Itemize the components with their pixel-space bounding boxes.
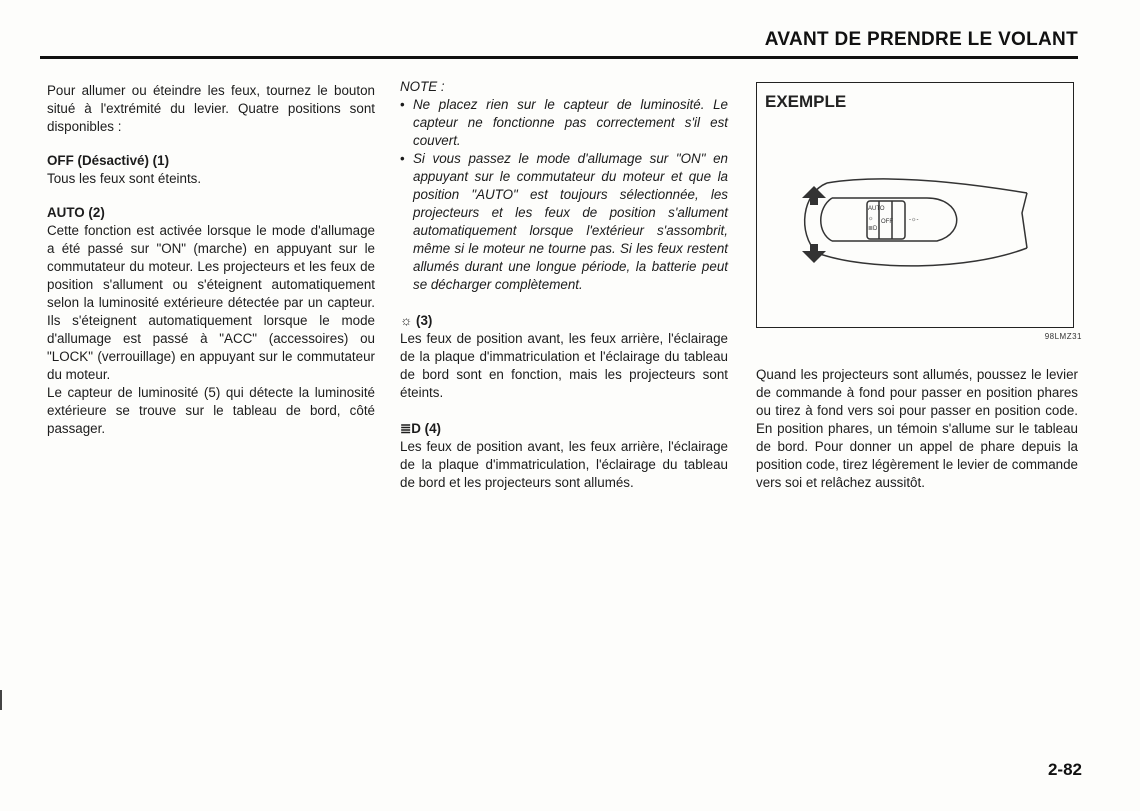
- sensor-text: Le capteur de luminosité (5) qui détecte la luminosité extérieure se trouve sur le tableau de bord, côté passager.: [47, 385, 375, 436]
- parking-light-heading: [400, 312, 728, 330]
- header-divider: [40, 56, 1078, 59]
- arrow-down-icon: [802, 244, 826, 263]
- example-figure-box: [756, 82, 1074, 328]
- auto-text: Cette fonction est activée lorsque le mode d'allumage a été passé sur "ON" (marche) en appuyant sur le commutateur du moteur. Les projecteurs et les feux de position s'allument ou s'éteignent automatiquement selon la luminosité extérieure détectée par un capteur. Ils s'éteignent automatiquement lorsque le mode d'allumage est passé à "ACC" (accessoires) ou "LOCK" (verrouillage) en appuyant sur le commutateur du moteur.: [47, 223, 375, 382]
- figure-code: 98LMZ31: [1044, 332, 1082, 341]
- left-column: [47, 82, 375, 438]
- parking-light-text: Les feux de position avant, les feux arrière, l'éclairage de la plaque d'immatriculation et l'éclairage du tableau de bord sont en fonction, mais les projecteurs sont éteints.: [400, 331, 728, 400]
- note-label: NOTE :: [400, 79, 445, 94]
- note-list: [400, 96, 728, 294]
- off-heading: OFF (Désactivé) (1): [47, 153, 170, 168]
- page-number: 2-82: [1047, 760, 1082, 779]
- page-header-title: AVANT DE PRENDRE LE VOLANT: [764, 29, 1078, 50]
- svg-text:OFF: OFF: [881, 219, 893, 225]
- off-text: Tous les feux sont éteints.: [47, 171, 202, 186]
- intro-paragraph: Pour allumer ou éteindre les feux, tournez le bouton situé à l'extrémité du levier. Quatre positions sont disponibles :: [47, 83, 375, 134]
- example-title: EXEMPLE: [765, 92, 847, 111]
- parking-light-symbol-icon: ☼: [400, 313, 416, 328]
- svg-text:AUTO: AUTO: [868, 206, 885, 212]
- arrow-up-icon: [802, 186, 826, 205]
- beam-switch-text: Quand les projecteurs sont allumés, poussez le levier de commande à fond pour passer en position phares ou tirez à fond vers soi pour passer en position code. En position phares, un témoin s'allume sur le tableau de bord. Pour donner un appel de phare depuis la position code, tirez légèrement le levier de commande vers soi et relâchez aussitôt.: [756, 367, 1078, 491]
- headlight-heading: [400, 420, 728, 438]
- headlight-text: Les feux de position avant, les feux arrière, l'éclairage de la plaque d'immatriculation, l'éclairage du tableau de bord et les projecteurs sont allumés.: [400, 439, 728, 490]
- svg-text:≣D: ≣D: [868, 226, 878, 232]
- svg-text:☼: ☼: [868, 216, 874, 222]
- headlight-switch-lever-illustration: [787, 153, 1037, 293]
- middle-column: [400, 78, 728, 492]
- headlight-heading-label: (4): [424, 421, 441, 436]
- svg-text:-☼-: -☼-: [909, 217, 919, 223]
- note-item: • Si vous passez le mode d'allumage sur "ON" en appuyant sur le commutateur du moteur et que la position "AUTO" est toujours sélectionnée, les projecteurs et les feux de position s'allument automatiquement lorsque l'extérieur s'assombrit, même si le moteur ne tourne pas. Si les feux restent allumés durant une longue période, la batterie peut se décharger complètement.: [400, 150, 728, 294]
- note-item: • Ne placez rien sur le capteur de luminosité. Le capteur ne fonctionne pas correctement s'il est couvert.: [400, 96, 728, 150]
- parking-light-heading-label: (3): [416, 313, 433, 328]
- binding-mark: [0, 690, 2, 710]
- headlight-symbol-icon: ≣D: [400, 421, 425, 436]
- auto-heading: AUTO (2): [47, 205, 105, 220]
